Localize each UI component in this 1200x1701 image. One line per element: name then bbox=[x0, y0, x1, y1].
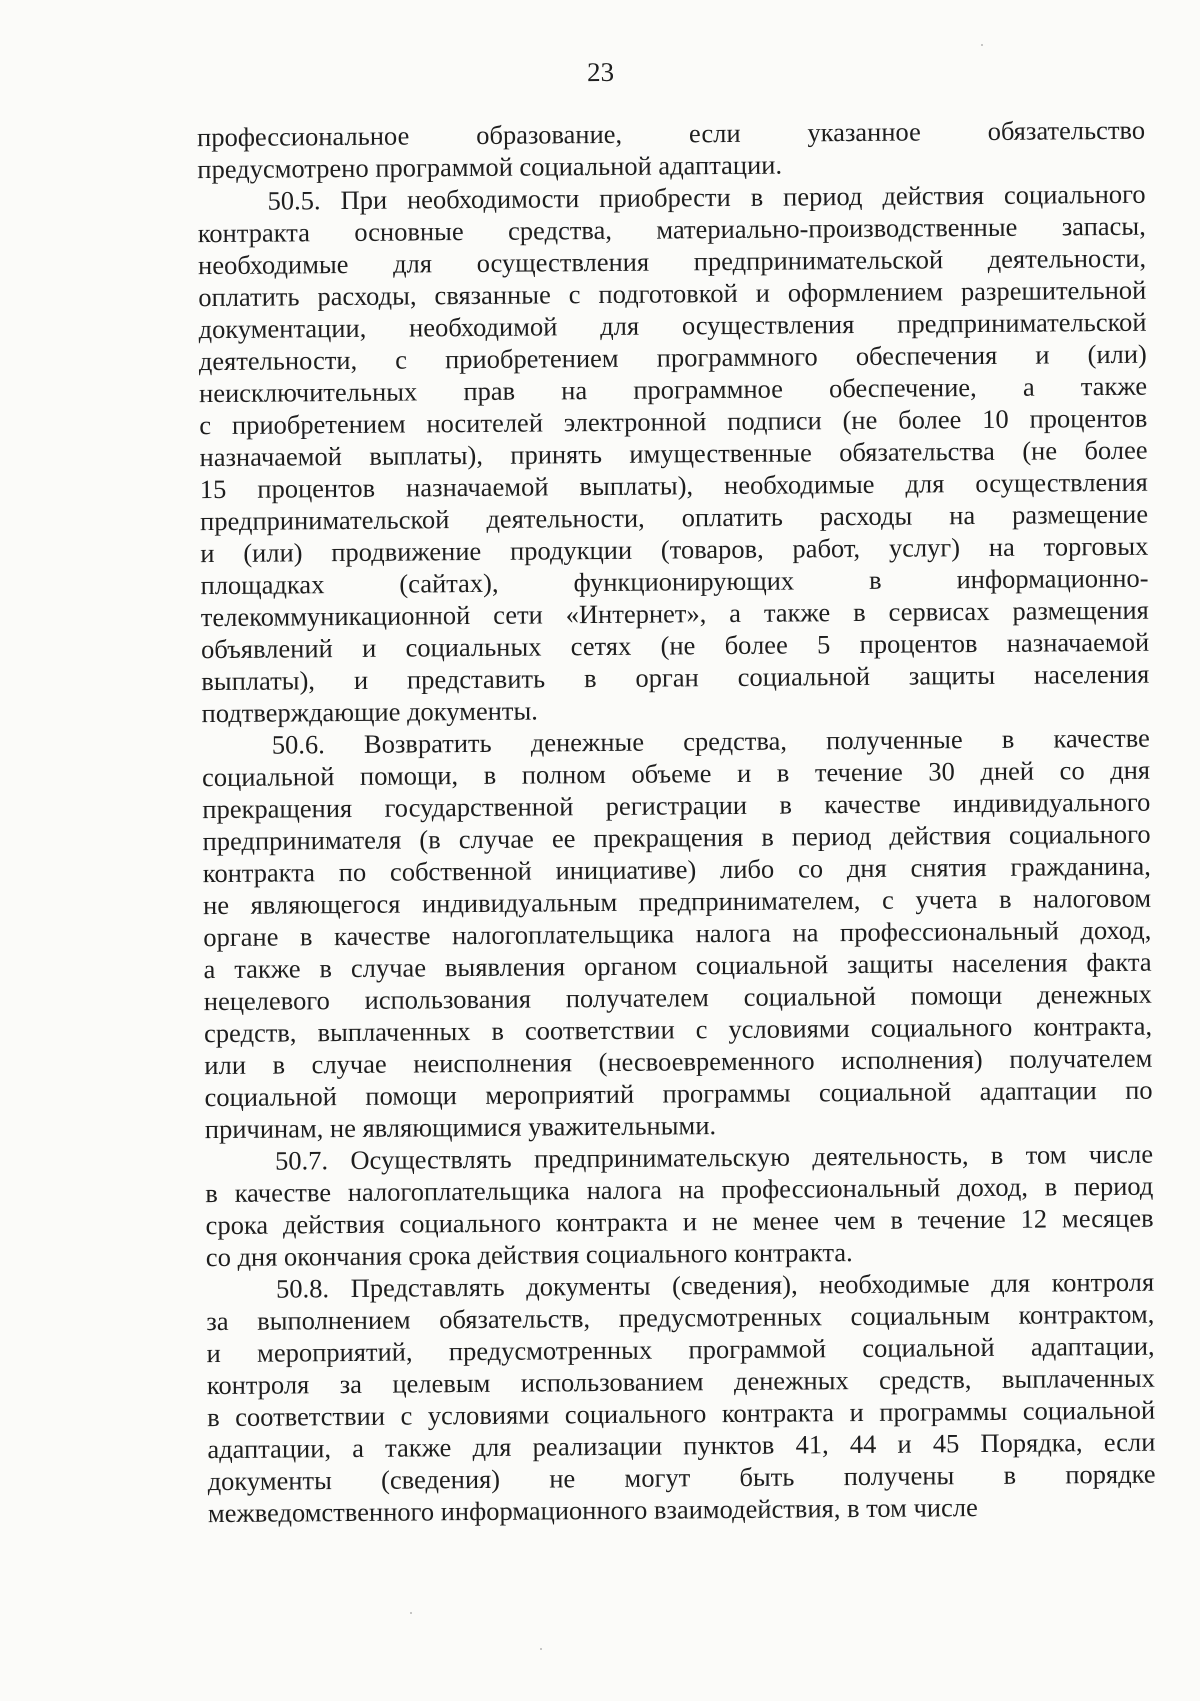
text-line: предпринимателя (в случае ее прекращения в период действия социального bbox=[202, 818, 1151, 857]
text-line: прекращения государственной регистрации в качестве индивидуального bbox=[202, 786, 1151, 825]
text-line: причинам, не являющимися уважительными. bbox=[204, 1110, 717, 1145]
text-line: и (или) продвижение продукции (товаров, работ, услуг) на торговых bbox=[200, 530, 1149, 569]
paragraph-50-7 bbox=[205, 1138, 1154, 1273]
text-line: нецелевого использования получателем социальной помощи денежных bbox=[203, 978, 1152, 1017]
text-line: выплаты), и представить в орган социальной защиты населения bbox=[201, 658, 1150, 697]
scan-speck bbox=[410, 1612, 412, 1614]
text-line: 15 процентов назначаемой выплаты), необходимые для осуществления bbox=[199, 466, 1148, 505]
text-line: документации, необходимой для осуществления предпринимательской bbox=[198, 306, 1147, 345]
text-line: профессиональное образование, если указанное обязательство bbox=[196, 114, 1146, 153]
text-line: назначаемой выплаты), принять имущественные обязательства (не более bbox=[199, 434, 1148, 473]
text-line: за выполнением обязательств, предусмотренных социальным контрактом, bbox=[206, 1298, 1155, 1337]
paragraph-50-5 bbox=[197, 178, 1149, 729]
paragraph-50-6 bbox=[202, 722, 1153, 1145]
text-line: средств, выплаченных в соответствии с условиями социального контракта, bbox=[203, 1010, 1153, 1049]
text-line: срока действия социального контракта и не менее чем в течение 12 месяцев bbox=[205, 1202, 1154, 1241]
text-line: подтверждающие документы. bbox=[201, 695, 538, 729]
text-line: документы (сведения) не могут быть получены в порядке bbox=[207, 1458, 1156, 1497]
text-line: оплатить расходы, связанные с подготовкой и оформлением разрешительной bbox=[198, 274, 1147, 313]
text-line: контракта по собственной инициативе) либо со дня снятия гражданина, bbox=[202, 850, 1151, 889]
text-line: предусмотрено программой социальной адаптации. bbox=[197, 149, 783, 185]
text-line: социальной помощи мероприятий программы социальной адаптации по bbox=[204, 1074, 1153, 1113]
text-line: или в случае неисполнения (несвоевременного исполнения) получателем bbox=[204, 1042, 1153, 1081]
text-line: 50.5. При необходимости приобрести в период действия социального bbox=[267, 178, 1146, 216]
text-line: контроля за целевым использованием денежных средств, выплаченных bbox=[206, 1362, 1155, 1401]
text-line: с приобретением носителей электронной подписи (не более 10 процентов bbox=[199, 402, 1148, 441]
text-line: неисключительных прав на программное обеспечение, а также bbox=[198, 370, 1148, 409]
text-line: и мероприятий, предусмотренных программой социальной адаптации, bbox=[206, 1330, 1155, 1369]
scan-speck bbox=[540, 1648, 542, 1650]
text-line: социальной помощи, в полном объеме и в течение 30 дней со дня bbox=[201, 754, 1151, 793]
text-line: 50.6. Возвратить денежные средства, полученные в качестве bbox=[271, 722, 1150, 760]
page-number: 23 bbox=[586, 56, 615, 88]
text-line: со дня окончания срока действия социального контракта. bbox=[205, 1237, 853, 1273]
text-line: 50.8. Представлять документы (сведения), необходимые для контроля bbox=[275, 1266, 1155, 1304]
text-line: органе в качестве налогоплательщика налога на профессиональный доход, bbox=[203, 914, 1152, 953]
scan-speck bbox=[981, 44, 983, 46]
text-line: деятельности, с приобретением программного обеспечения и (или) bbox=[198, 338, 1147, 377]
text-line: площадках (сайтах), функционирующих в информационно- bbox=[200, 562, 1149, 601]
paragraph-50-8 bbox=[206, 1266, 1156, 1529]
text-line: а также в случае выявления органом социальной защиты населения факта bbox=[203, 946, 1152, 985]
paragraph-continuation bbox=[197, 114, 1145, 185]
text-line: не являющегося индивидуальным предпринимателем, с учета в налоговом bbox=[202, 882, 1152, 921]
text-line: межведомственного информационного взаимодействия, в том числе bbox=[207, 1492, 978, 1529]
text-line: предпринимательской деятельности, оплатить расходы на размещение bbox=[199, 498, 1149, 537]
text-line: объявлений и социальных сетях (не более 5 процентов назначаемой bbox=[200, 626, 1150, 665]
text-line: контракта основные средства, материально-производственные запасы, bbox=[197, 210, 1146, 249]
text-line: в качестве налогоплательщика налога на профессиональный доход, в период bbox=[205, 1170, 1154, 1209]
text-line: необходимые для осуществления предпринимательской деятельности, bbox=[197, 242, 1147, 281]
text-line: адаптации, а также для реализации пунктов 41, 44 и 45 Порядка, если bbox=[207, 1426, 1156, 1465]
text-line: 50.7. Осуществлять предпринимательскую деятельность, в том числе bbox=[274, 1138, 1154, 1176]
text-line: в соответствии с условиями социального контракта и программы социальной bbox=[207, 1394, 1156, 1433]
document-body bbox=[197, 114, 1156, 1529]
text-line: телекоммуникационной сети «Интернет», а также в сервисах размещения bbox=[200, 594, 1149, 633]
